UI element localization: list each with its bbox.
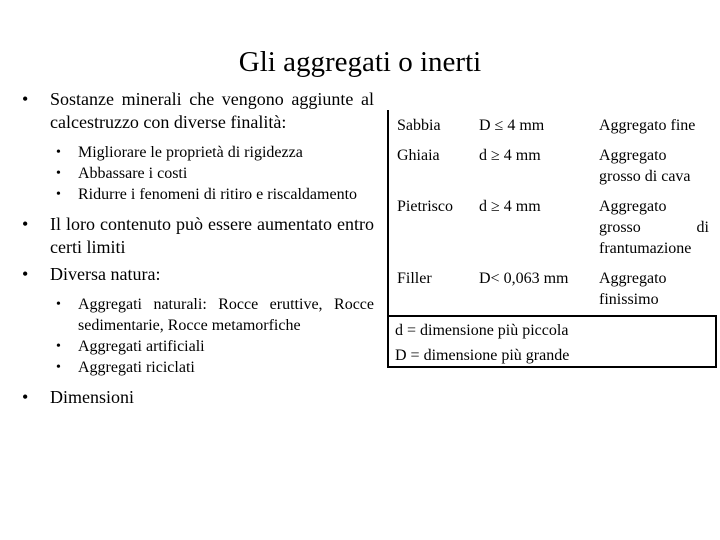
aggregate-name: Filler bbox=[397, 270, 432, 287]
aggregate-table bbox=[387, 110, 717, 368]
aggregate-desc: Aggregato grosso di cava bbox=[599, 147, 691, 185]
bullet-item bbox=[22, 88, 374, 134]
sub-bullet-icon: • bbox=[56, 166, 61, 181]
sub-bullet-item bbox=[22, 357, 374, 378]
bullet-text: Dimensioni bbox=[50, 387, 134, 407]
sub-bullet-text: Ridurre i fenomeni di ritiro e riscaldamento bbox=[78, 186, 358, 203]
sub-bullet-text: Aggregati artificiali bbox=[78, 338, 205, 355]
bullet-icon: • bbox=[22, 264, 29, 284]
bullet-text: Sostanze minerali che vengono aggiunte al calcestruzzo con diverse finalità: bbox=[50, 89, 374, 132]
table-divider bbox=[387, 315, 717, 317]
aggregate-size: d ≥ 4 mm bbox=[479, 198, 541, 215]
bullet-item bbox=[22, 263, 374, 286]
aggregate-desc: Aggregato grosso di frantumazione bbox=[599, 198, 709, 257]
sub-bullet-text: Migliorare le proprietà di rigidezza bbox=[78, 144, 303, 161]
bullet-icon: • bbox=[22, 214, 29, 234]
bullet-item bbox=[22, 213, 374, 259]
bullet-item bbox=[22, 386, 374, 409]
aggregate-name: Ghiaia bbox=[397, 147, 440, 164]
sub-bullet-text: Abbassare i costi bbox=[78, 165, 188, 182]
aggregate-size: D ≤ 4 mm bbox=[479, 117, 545, 134]
sub-bullet-icon: • bbox=[56, 339, 61, 354]
sub-bullet-text: Aggregati riciclati bbox=[78, 359, 195, 376]
bullet-text: Il loro contenuto può essere aumentato entro certi limiti bbox=[50, 214, 374, 257]
aggregate-table-grid bbox=[389, 110, 717, 314]
sub-bullet-icon: • bbox=[56, 297, 61, 312]
size-legend bbox=[395, 318, 569, 368]
bullet-list bbox=[22, 88, 374, 409]
sub-bullet-item bbox=[22, 142, 374, 163]
table-row bbox=[389, 140, 717, 191]
legend-right-border bbox=[715, 317, 717, 368]
table-row bbox=[389, 263, 717, 314]
sub-bullet-icon: • bbox=[56, 360, 61, 375]
bullet-icon: • bbox=[22, 89, 29, 109]
sub-bullet-text: Aggregati naturali: Rocce eruttive, Rocce sedimentarie, Rocce metamorfiche bbox=[78, 296, 374, 334]
sub-bullet-item bbox=[22, 336, 374, 357]
sub-bullet-icon: • bbox=[56, 187, 61, 202]
aggregate-name: Pietrisco bbox=[397, 198, 453, 215]
sub-bullet-item bbox=[22, 184, 374, 205]
slide-title: Gli aggregati o inerti bbox=[238, 46, 482, 78]
aggregate-name: Sabbia bbox=[397, 117, 441, 134]
sub-bullet-item bbox=[22, 163, 374, 184]
sub-bullet-item bbox=[22, 294, 374, 336]
aggregate-desc: Aggregato fine bbox=[599, 117, 696, 134]
table-row bbox=[389, 110, 717, 140]
sub-bullet-icon: • bbox=[56, 145, 61, 160]
table-row bbox=[389, 191, 717, 263]
aggregate-desc: Aggregato finissimo bbox=[599, 270, 667, 308]
legend-line: d = dimensione più piccola bbox=[395, 322, 569, 339]
aggregate-size: D< 0,063 mm bbox=[479, 270, 569, 287]
bullet-text: Diversa natura: bbox=[50, 264, 161, 284]
bullet-icon: • bbox=[22, 387, 29, 407]
legend-line: D = dimensione più grande bbox=[395, 347, 570, 364]
aggregate-size: d ≥ 4 mm bbox=[479, 147, 541, 164]
